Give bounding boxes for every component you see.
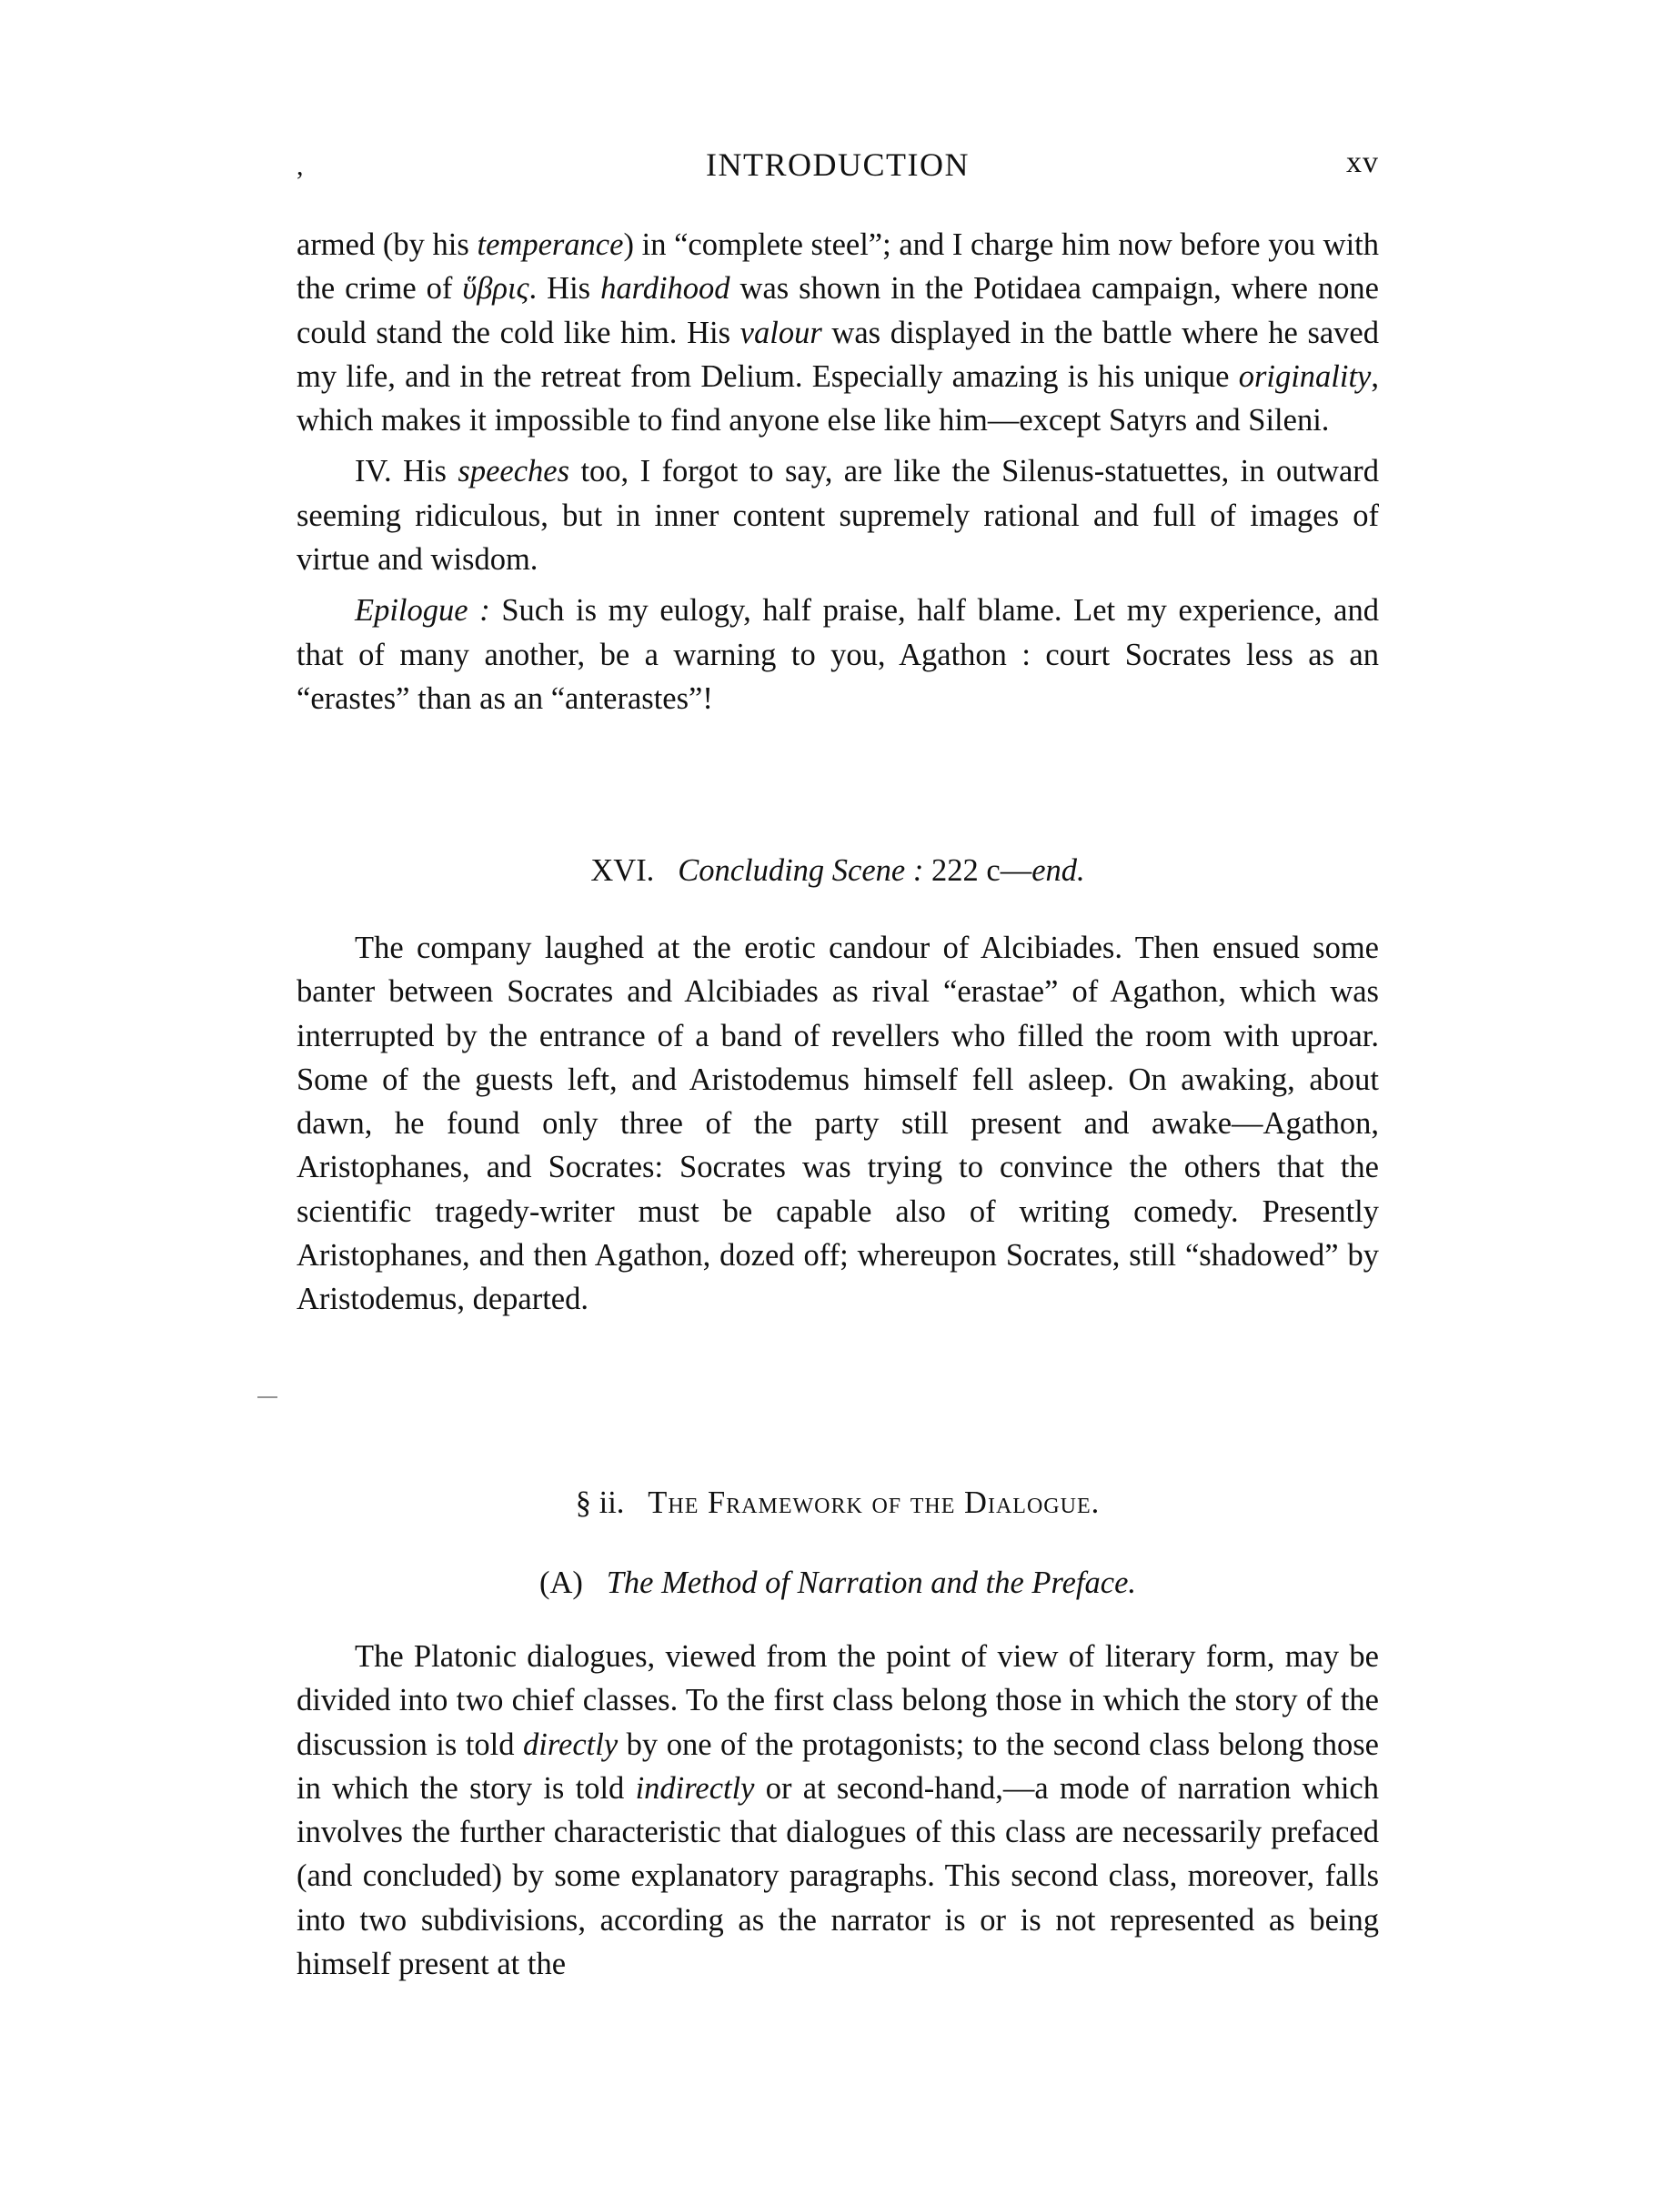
stray-mark-dash [257,1396,277,1398]
section-heading-ii [297,1481,1379,1525]
section-title: The Framework of the Dialogue. [648,1485,1101,1520]
paragraph-iv: IV. His speeches too, I forgot to say, are like the Silenus-statuettes, in outward seeming ridiculous, but in inner content supremely rational and full of images of virtue and wisdom. [297,454,1379,578]
paragraph-concluding-scene: The company laughed at the erotic candour of Alcibiades. Then ensued some banter between Socrates and Alcibiades as rival “erastae” of Agathon, which was interrupted by the entrance of a band of revellers who filled the room with uproar. Some of the guests left, and Aristodemus himself fell asleep. On awaking, about dawn, he found only three of the party still present and awake—Agathon, Aristophanes, and Socrates: Socrates was trying to convince the others that the scientific tragedy-writer must be capable also of writing comedy. Presently Aristophanes, and then Agathon, dozed off; whereupon Socrates, still “shadowed” by Aristodemus, departed. [297,931,1379,1317]
paragraph-epilogue: Epilogue : Such is my eulogy, half praise, half blame. Let my experience, and that of many another, be a warning to you, Agathon : court Socrates less as an “erastes” than as an “anterastes”! [297,593,1379,716]
emphasis: temperance [477,227,624,262]
paragraph-narration: The Platonic dialogues, viewed from the point of view of literary form, may be divided into two chief classes. To the first class belong those in which the story of the discussion is told directly by one of the protagonists; to the second class belong those in which the story is told indirectly or at second-hand,—a mode of narration which involves the further characteristic that dialogues of this class are necessarily prefaced (and concluded) by some explanatory paragraphs. This second class, moreover, falls into two subdivisions, according as the narrator is or is not represented as being himself present at the [297,1639,1379,1982]
section-heading-xvi: XVI. Concluding Scene : 222 c—end. [590,853,1085,888]
emphasis: directly [523,1727,619,1762]
paragraph-continued: armed (by his temperance) in “complete steel”; and I charge him now before you with the crime of ὕβρις. His hardihood was shown in the Potidaea campaign, where none could stand the cold like him. His valour was displayed in the battle where he saved my life, and in the retreat from Delium. Especially amazing is his unique originality, which makes it impossible to find anyone else like him—except Satyrs and Sileni. [297,227,1379,438]
emphasis: originality [1238,358,1372,394]
emphasis: speeches [458,454,570,489]
running-title: INTRODUCTION [706,146,970,183]
page-number: xv [1346,146,1379,179]
stray-mark: , [297,151,305,181]
text-block-upper [297,223,1379,720]
emphasis: indirectly [635,1770,755,1806]
epilogue-label: Epilogue : [355,593,490,629]
subsection-title: The Method of Narration and the Preface. [606,1566,1137,1600]
section-title: Concluding Scene : [678,853,924,888]
subsection-label: (A) [538,1566,583,1600]
section-symbol: § ii. [575,1485,625,1520]
running-header [297,146,1379,191]
stephanus-ref: 222 c [931,853,1001,888]
emphasis: hardihood [600,271,730,307]
text-block-concluding [297,926,1379,1322]
emphasis: valour [739,315,822,350]
section-numeral: IV. [355,454,392,489]
section-numeral: XVI. [590,853,655,888]
greek-word: ὕβρις [462,271,529,307]
subsection-heading-a [297,1561,1379,1605]
text-block-lower [297,1635,1379,1986]
